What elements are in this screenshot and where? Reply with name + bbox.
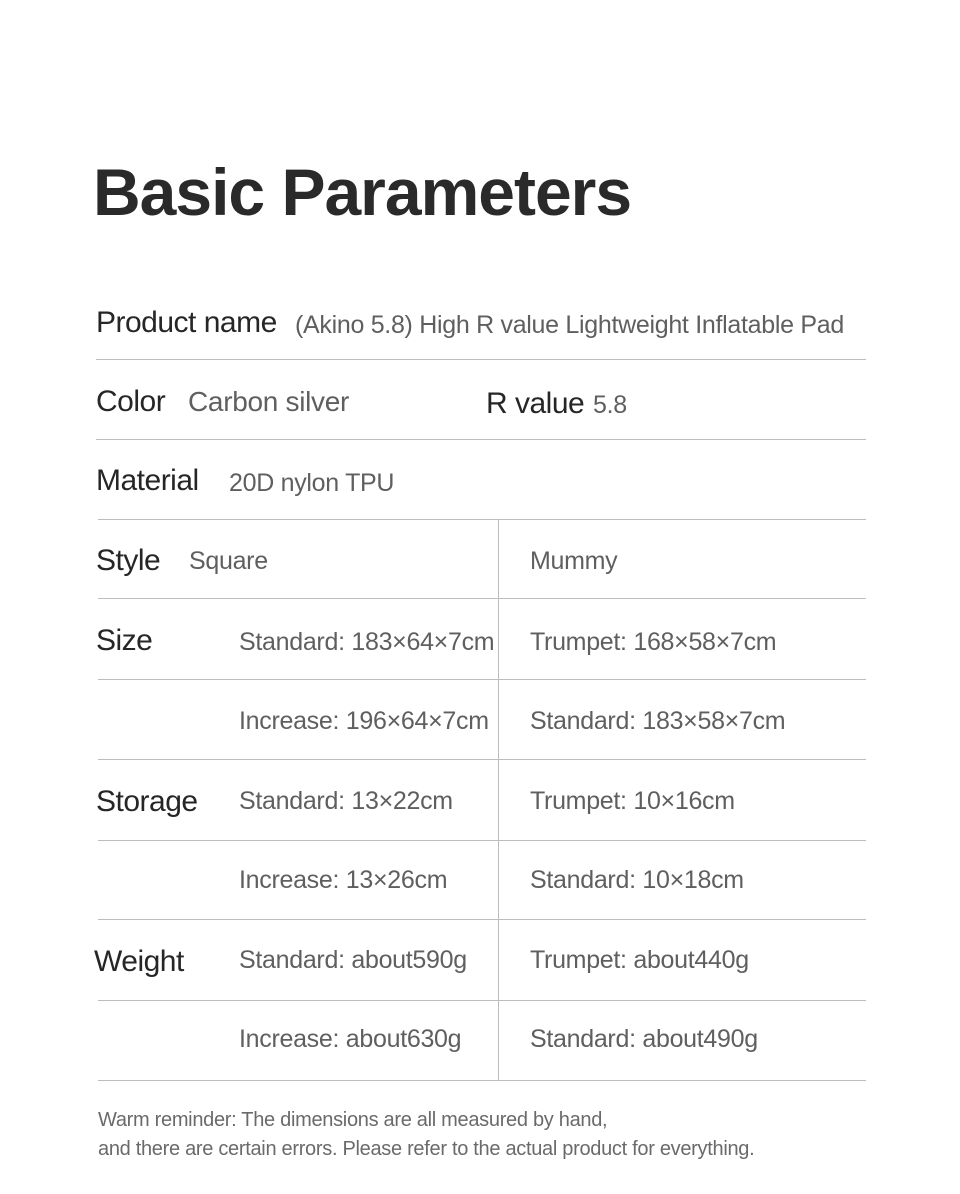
storage-mummy-trumpet: Trumpet: 10×16cm	[530, 787, 735, 815]
divider	[98, 679, 866, 680]
size-mummy-standard: Standard: 183×58×7cm	[530, 707, 786, 735]
size-square-standard: Standard: 183×64×7cm	[239, 628, 495, 656]
storage-label: Storage	[96, 785, 198, 818]
r-value-value: 5.8	[593, 391, 627, 419]
weight-mummy-trumpet: Trumpet: about440g	[530, 946, 749, 974]
style-label: Style	[96, 544, 161, 577]
divider	[98, 1000, 866, 1001]
storage-square-standard: Standard: 13×22cm	[239, 787, 453, 815]
weight-label: Weight	[94, 945, 184, 978]
weight-square-increase: Increase: about630g	[239, 1025, 462, 1053]
divider	[98, 598, 866, 599]
divider	[98, 759, 866, 760]
material-label: Material	[96, 464, 199, 497]
size-mummy-trumpet: Trumpet: 168×58×7cm	[530, 628, 777, 656]
divider	[96, 359, 866, 360]
storage-square-increase: Increase: 13×26cm	[239, 866, 448, 894]
divider	[98, 840, 866, 841]
storage-mummy-standard: Standard: 10×18cm	[530, 866, 744, 894]
material-value: 20D nylon TPU	[229, 469, 395, 497]
size-square-increase: Increase: 196×64×7cm	[239, 707, 489, 735]
divider	[96, 439, 866, 440]
product-name-value: (Akino 5.8) High R value Lightweight Inflatable Pad	[295, 311, 844, 339]
page-title: Basic Parameters	[93, 155, 632, 229]
column-divider	[498, 519, 499, 1080]
size-label: Size	[96, 624, 153, 657]
divider	[98, 919, 866, 920]
color-value: Carbon silver	[188, 386, 350, 417]
r-value-label: R value	[486, 387, 585, 420]
weight-mummy-standard: Standard: about490g	[530, 1025, 758, 1053]
style-mummy-value: Mummy	[530, 547, 618, 575]
reminder-line-1: Warm reminder: The dimensions are all measured by hand,	[98, 1109, 608, 1131]
reminder-line-2: and there are certain errors. Please refer to the actual product for everything.	[98, 1138, 755, 1160]
divider	[98, 1080, 866, 1081]
divider	[98, 519, 866, 520]
weight-square-standard: Standard: about590g	[239, 946, 467, 974]
product-name-label: Product name	[96, 306, 277, 339]
color-label: Color	[96, 385, 166, 418]
style-square-value: Square	[189, 547, 268, 575]
